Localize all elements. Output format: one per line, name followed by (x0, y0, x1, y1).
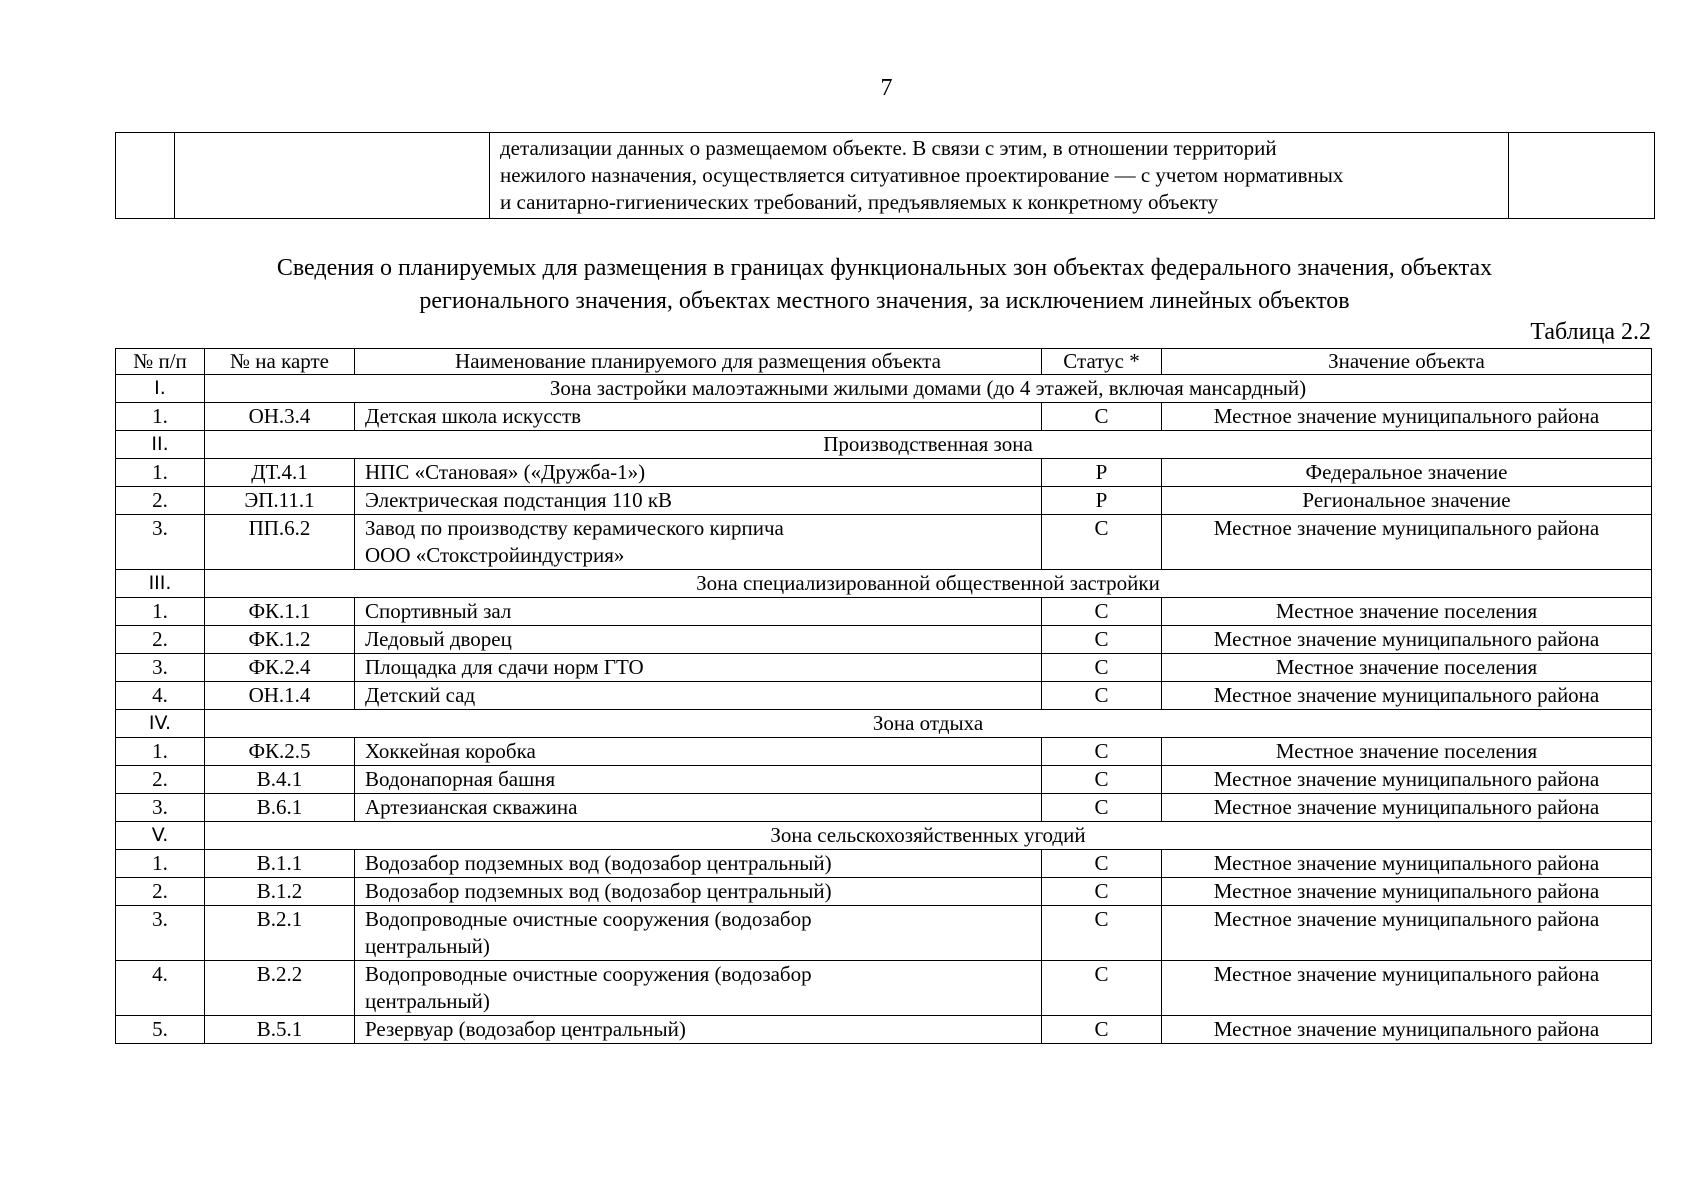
object-name-line: Завод по производству керамического кирпича (365, 516, 784, 540)
heading-line: регионального значения, объектах местного значения, за исключением линейных объектов (419, 288, 1350, 314)
map-number-cell: ФК.1.2 (205, 626, 355, 654)
object-name-cell (355, 459, 1042, 487)
table-row (116, 682, 1652, 710)
table-row (116, 766, 1652, 794)
object-name-cell (355, 654, 1042, 682)
status-cell: Р (1042, 459, 1162, 487)
significance-cell: Местное значение муниципального района (1162, 766, 1652, 794)
object-name-cell (355, 682, 1042, 710)
objects-table (115, 348, 1652, 1044)
significance-cell: Местное значение поселения (1162, 598, 1652, 626)
column-header-object-name: Наименование планируемого для размещения объекта (355, 349, 1042, 375)
zone-title: Производственная зона (205, 431, 1652, 459)
map-number-cell: В.5.1 (205, 1016, 355, 1044)
object-name-cell (355, 738, 1042, 766)
column-header-object-significance: Значение объекта (1162, 349, 1652, 375)
row-number-cell: 3. (116, 794, 205, 822)
map-number-cell: В.6.1 (205, 794, 355, 822)
object-name-line: НПС «Становая» («Дружба-1») (365, 460, 646, 484)
row-number-cell: 2. (116, 487, 205, 515)
zone-title: Зона отдыха (205, 710, 1652, 738)
status-cell: С (1042, 906, 1162, 961)
object-name-line: ООО «Стокстройиндустрия» (365, 543, 625, 567)
zone-title: Зона застройки малоэтажными жилыми домами (до 4 этажей, включая мансардный) (205, 375, 1652, 403)
object-name-cell (355, 598, 1042, 626)
table-row (116, 738, 1652, 766)
column-header-map-number: № на карте (205, 349, 355, 375)
zone-number: IV. (116, 710, 205, 738)
object-name-line: центральный) (365, 934, 490, 958)
object-name-line: центральный) (365, 989, 490, 1013)
object-name-cell (355, 766, 1042, 794)
table-cell (116, 133, 175, 219)
table-row (116, 598, 1652, 626)
object-name-line: Детский сад (365, 683, 476, 707)
object-name-line: Детская школа искусств (365, 404, 582, 428)
significance-cell: Местное значение муниципального района (1162, 961, 1652, 1016)
status-cell: С (1042, 878, 1162, 906)
status-cell: Р (1042, 487, 1162, 515)
zone-title: Зона специализированной общественной застройки (205, 570, 1652, 598)
table-row (116, 403, 1652, 431)
map-number-cell: ОН.3.4 (205, 403, 355, 431)
row-number-cell: 2. (116, 626, 205, 654)
column-header-status: Статус * (1042, 349, 1162, 375)
row-number-cell: 3. (116, 654, 205, 682)
object-name-cell (355, 515, 1042, 570)
object-name-line: Водопроводные очистные сооружения (водозабор (365, 962, 812, 986)
column-header-number: № п/п (116, 349, 205, 375)
table-row (116, 906, 1652, 961)
significance-cell: Местное значение муниципального района (1162, 626, 1652, 654)
map-number-cell: ФК.1.1 (205, 598, 355, 626)
status-cell: С (1042, 738, 1162, 766)
table-row (116, 459, 1652, 487)
table-row (116, 794, 1652, 822)
object-name-line: Спортивный зал (365, 599, 512, 623)
object-name-line: Электрическая подстанция 110 кВ (365, 488, 673, 512)
table-header-row (116, 349, 1652, 375)
status-cell: С (1042, 850, 1162, 878)
significance-cell: Местное значение муниципального района (1162, 794, 1652, 822)
heading-line: Сведения о планируемых для размещения в границах функциональных зон объектах федерального значения, объектах (276, 255, 1493, 281)
map-number-cell: В.1.1 (205, 850, 355, 878)
map-number-cell: В.4.1 (205, 766, 355, 794)
significance-cell: Местное значение муниципального района (1162, 906, 1652, 961)
status-cell: С (1042, 961, 1162, 1016)
row-number-cell: 1. (116, 738, 205, 766)
row-number-cell: 4. (116, 961, 205, 1016)
significance-cell: Местное значение муниципального района (1162, 403, 1652, 431)
object-name-line: Артезианская скважина (365, 795, 578, 819)
object-name-cell (355, 626, 1042, 654)
continuation-line: нежилого назначения, осуществляется ситуативное проектирование — с учетом нормативных (500, 163, 1344, 187)
status-cell: С (1042, 1016, 1162, 1044)
object-name-cell (355, 1016, 1042, 1044)
zone-number: V. (116, 822, 205, 850)
row-number-cell: 1. (116, 459, 205, 487)
object-name-line: Хоккейная коробка (365, 739, 536, 763)
zone-row (116, 375, 1652, 403)
map-number-cell: ФК.2.5 (205, 738, 355, 766)
object-name-cell (355, 487, 1042, 515)
object-name-line: Водопроводные очистные сооружения (водозабор (365, 907, 812, 931)
table-row (116, 961, 1652, 1016)
zone-title: Зона сельскохозяйственных угодий (205, 822, 1652, 850)
status-cell: С (1042, 598, 1162, 626)
significance-cell: Местное значение муниципального района (1162, 878, 1652, 906)
object-name-line: Ледовый дворец (365, 627, 512, 651)
significance-cell: Местное значение муниципального района (1162, 850, 1652, 878)
section-heading (115, 252, 1654, 318)
table-row (116, 878, 1652, 906)
object-name-line: Водозабор подземных вод (водозабор центральный) (365, 851, 832, 875)
significance-cell: Местное значение поселения (1162, 654, 1652, 682)
table-row (116, 654, 1652, 682)
row-number-cell: 4. (116, 682, 205, 710)
status-cell: С (1042, 626, 1162, 654)
status-cell: С (1042, 654, 1162, 682)
table-row (116, 133, 1655, 219)
continuation-line: и санитарно-гигиенических требований, предъявляемых к конкретному объекту (500, 190, 1219, 214)
significance-cell: Местное значение муниципального района (1162, 515, 1652, 570)
row-number-cell: 2. (116, 878, 205, 906)
zone-number: I. (116, 375, 205, 403)
object-name-cell (355, 403, 1042, 431)
continuation-line: детализации данных о размещаемом объекте. В связи с этим, в отношении территорий (500, 136, 1277, 160)
map-number-cell: В.1.2 (205, 878, 355, 906)
page-number: 7 (880, 75, 893, 101)
row-number-cell: 3. (116, 906, 205, 961)
status-cell: С (1042, 682, 1162, 710)
table-row (116, 487, 1652, 515)
object-name-line: Водозабор подземных вод (водозабор центральный) (365, 879, 832, 903)
object-name-cell (355, 961, 1042, 1016)
table-row (116, 1016, 1652, 1044)
status-cell: С (1042, 766, 1162, 794)
zone-row (116, 570, 1652, 598)
continuation-text-cell (490, 133, 1509, 219)
zone-row (116, 822, 1652, 850)
table-row (116, 626, 1652, 654)
significance-cell: Местное значение муниципального района (1162, 682, 1652, 710)
object-name-line: Резервуар (водозабор центральный) (365, 1017, 686, 1041)
status-cell: С (1042, 515, 1162, 570)
status-cell: С (1042, 403, 1162, 431)
object-name-cell (355, 850, 1042, 878)
significance-cell: Федеральное значение (1162, 459, 1652, 487)
table-label: Таблица 2.2 (1530, 319, 1651, 345)
zone-row (116, 431, 1652, 459)
map-number-cell: ЭП.11.1 (205, 487, 355, 515)
table-body (116, 375, 1652, 1044)
map-number-cell: ФК.2.4 (205, 654, 355, 682)
object-name-line: Водонапорная башня (365, 767, 556, 791)
map-number-cell: В.2.2 (205, 961, 355, 1016)
object-name-cell (355, 906, 1042, 961)
zone-number: III. (116, 570, 205, 598)
map-number-cell: ДТ.4.1 (205, 459, 355, 487)
table-cell (1509, 133, 1655, 219)
zone-number: II. (116, 431, 205, 459)
row-number-cell: 3. (116, 515, 205, 570)
map-number-cell: ОН.1.4 (205, 682, 355, 710)
row-number-cell: 2. (116, 766, 205, 794)
row-number-cell: 1. (116, 598, 205, 626)
previous-table-continuation (115, 132, 1655, 219)
row-number-cell: 1. (116, 850, 205, 878)
object-name-cell (355, 878, 1042, 906)
significance-cell: Местное значение муниципального района (1162, 1016, 1652, 1044)
table-row (116, 515, 1652, 570)
table-cell (175, 133, 490, 219)
significance-cell: Местное значение поселения (1162, 738, 1652, 766)
status-cell: С (1042, 794, 1162, 822)
zone-row (116, 710, 1652, 738)
row-number-cell: 1. (116, 403, 205, 431)
map-number-cell: В.2.1 (205, 906, 355, 961)
significance-cell: Региональное значение (1162, 487, 1652, 515)
row-number-cell: 5. (116, 1016, 205, 1044)
object-name-cell (355, 794, 1042, 822)
table-row (116, 850, 1652, 878)
object-name-line: Площадка для сдачи норм ГТО (365, 655, 644, 679)
map-number-cell: ПП.6.2 (205, 515, 355, 570)
